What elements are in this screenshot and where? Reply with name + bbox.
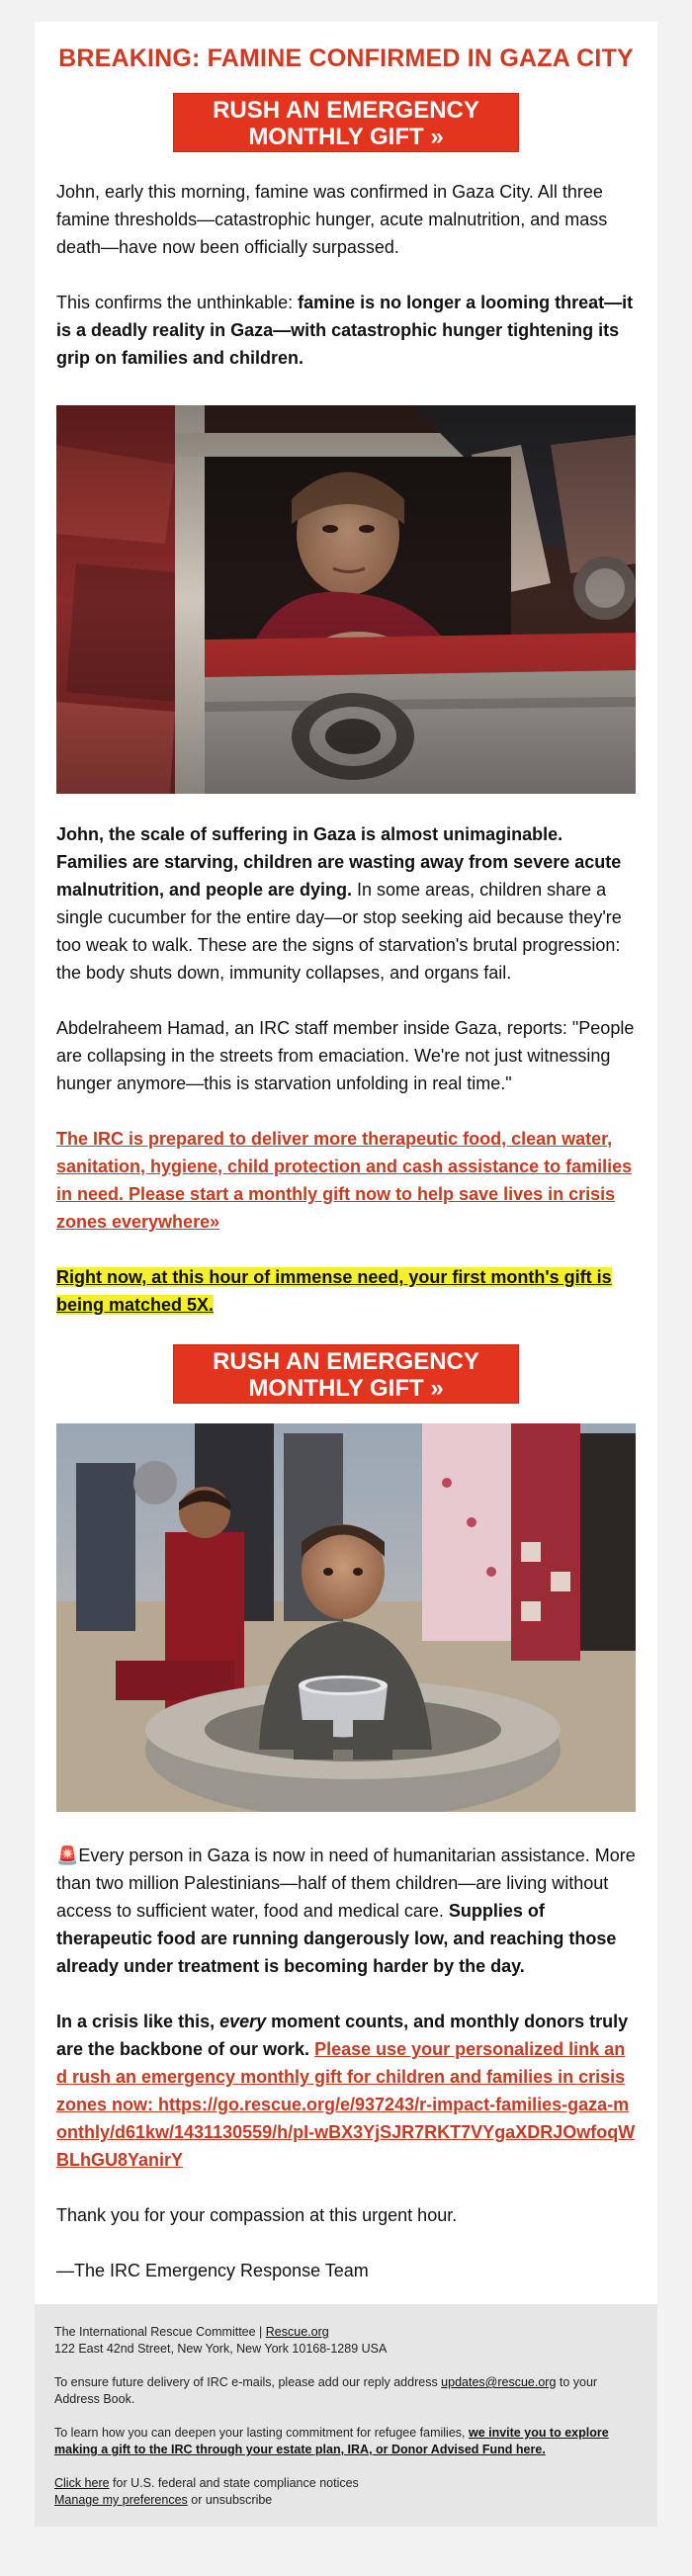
cta-line2: MONTHLY GIFT » (248, 124, 444, 150)
p3-rest: In some areas, children share a single cucumber for the entire day—or stop seeking aid because they're too weak to walk. These are the signs of starvation's brutal progression: the body shuts down, immunity collapses, and organs fail. (56, 880, 622, 983)
estate-plan-link[interactable]: we invite you to explore making a gift to the IRC through your estate plan, IRA, or Donor Advised Fund here. (54, 2426, 609, 2456)
rescue-org-link[interactable]: Rescue.org (265, 2325, 329, 2339)
compliance-link[interactable]: Click here (54, 2476, 110, 2490)
footer-address: 122 East 42nd Street, New York, New York 10168-1289 USA (54, 2342, 388, 2356)
delivery-pre: To ensure future delivery of IRC e-mails, please add our reply address (54, 2375, 442, 2389)
headline: BREAKING: FAMINE CONFIRMED IN GAZA CITY (58, 44, 634, 72)
p7-bold: Supplies of therapeutic food are running dangerously low, and reaching those already under treatment is becoming harder by the day. (56, 1901, 617, 1976)
body-paragraph-quote: Abdelraheem Hamad, an IRC staff member inside Gaza, reports: "People are collapsing in the streets from emaciation. We're not just witnessing hunger anymore—this is starvation unfolding in real time." (56, 1018, 635, 1093)
intro-p2-bold: famine is no longer a looming threat—it is a deadly reality in Gaza—with catastrophic hunger tightening its grip on families and children. (56, 293, 634, 368)
email-content (35, 22, 657, 2284)
thank-you-paragraph: Thank you for your compassion at this urgent hour. (56, 2205, 458, 2225)
signoff: —The IRC Emergency Response Team (56, 2261, 369, 2280)
footer-delivery (54, 2374, 638, 2408)
intro-paragraph-2 (56, 289, 636, 372)
footer-compliance (54, 2475, 638, 2509)
footer-org (54, 2324, 638, 2358)
monthly-gift-link[interactable]: The IRC is prepared to deliver more therapeutic food, clean water, sanitation, hygiene, child protection and cash assistance to families in need. Please start a monthly gift now to help save lives in crisis zones everywhere» (56, 1129, 633, 1232)
p7-text: Every person in Gaza is now in need of humanitarian assistance. More than two million Palestinians—half of them children—are living without access to sufficient water, food and medical care. (56, 1846, 636, 1921)
legacy-pre: To learn how you can deepen your lasting commitment for refugee families, (54, 2426, 469, 2440)
body-paragraph-irc-link (56, 1125, 636, 1236)
footer-legacy (54, 2425, 638, 2458)
cta-wrap-middle (56, 1344, 636, 1404)
body-paragraph-match (56, 1263, 636, 1319)
footer (35, 2304, 657, 2527)
footer-org-name: The International Rescue Committee | (54, 2325, 266, 2339)
emergency-gift-button-middle[interactable] (173, 1344, 519, 1404)
body-paragraph-scale (56, 820, 636, 987)
cta-line2: MONTHLY GIFT » (248, 1375, 444, 1402)
cta-wrap-top (56, 93, 636, 152)
match-highlight: Right now, at this hour of immense need, your first month's gift is being matched 5X. (56, 1267, 612, 1315)
cta-line1: RUSH AN EMERGENCY (213, 97, 479, 124)
photo-boy-with-pot (56, 1423, 636, 1812)
manage-preferences-link[interactable]: Manage my preferences (54, 2493, 188, 2507)
p8-em: every (219, 2012, 267, 2031)
cta-line1: RUSH AN EMERGENCY (213, 1348, 479, 1375)
alarm-icon: 🚨 (56, 1846, 79, 1865)
body-paragraph-crisis (56, 2008, 636, 2174)
delivery-post: to your Address Book. (54, 2375, 598, 2406)
photo-girl-window-svg (56, 405, 636, 794)
photo-boy-with-pot-svg (56, 1423, 636, 1812)
email-container (35, 22, 657, 2527)
personalized-gift-link[interactable]: Please use your personalized link and rush an emergency monthly gift for children and families in crisis zones now: https://go.rescue.org/e/937243/r-impact-families-gaza-monthly/d61kw/1431130559/h/pI-wBX3YjSJR7RKT7VYgaXDRJOwfoqWBLhGU8YanirY (56, 2039, 636, 2170)
p8-bold1: In a crisis like this, (56, 2012, 220, 2031)
intro-p2-lead: This confirms the unthinkable: (56, 293, 299, 312)
emergency-gift-button-top[interactable] (173, 93, 519, 152)
intro-paragraph-1: John, early this morning, famine was confirmed in Gaza City. All three famine thresholds—catastrophic hunger, acute malnutrition, and mass death—have now been officially surpassed. (56, 182, 608, 257)
p3-bold: John, the scale of suffering in Gaza is almost unimaginable. Families are starving, children are wasting away from severe acute malnutrition, and people are dying. (56, 824, 622, 900)
photo-girl-window (56, 405, 636, 794)
p8-bold2: moment counts, and monthly donors truly are the backbone of our work. (56, 2012, 629, 2059)
body-paragraph-assistance (56, 1842, 636, 1980)
updates-email-link[interactable]: updates@rescue.org (441, 2375, 557, 2389)
unsubscribe-text: or unsubscribe (187, 2493, 273, 2507)
compliance-text: for U.S. federal and state compliance notices (109, 2476, 359, 2490)
